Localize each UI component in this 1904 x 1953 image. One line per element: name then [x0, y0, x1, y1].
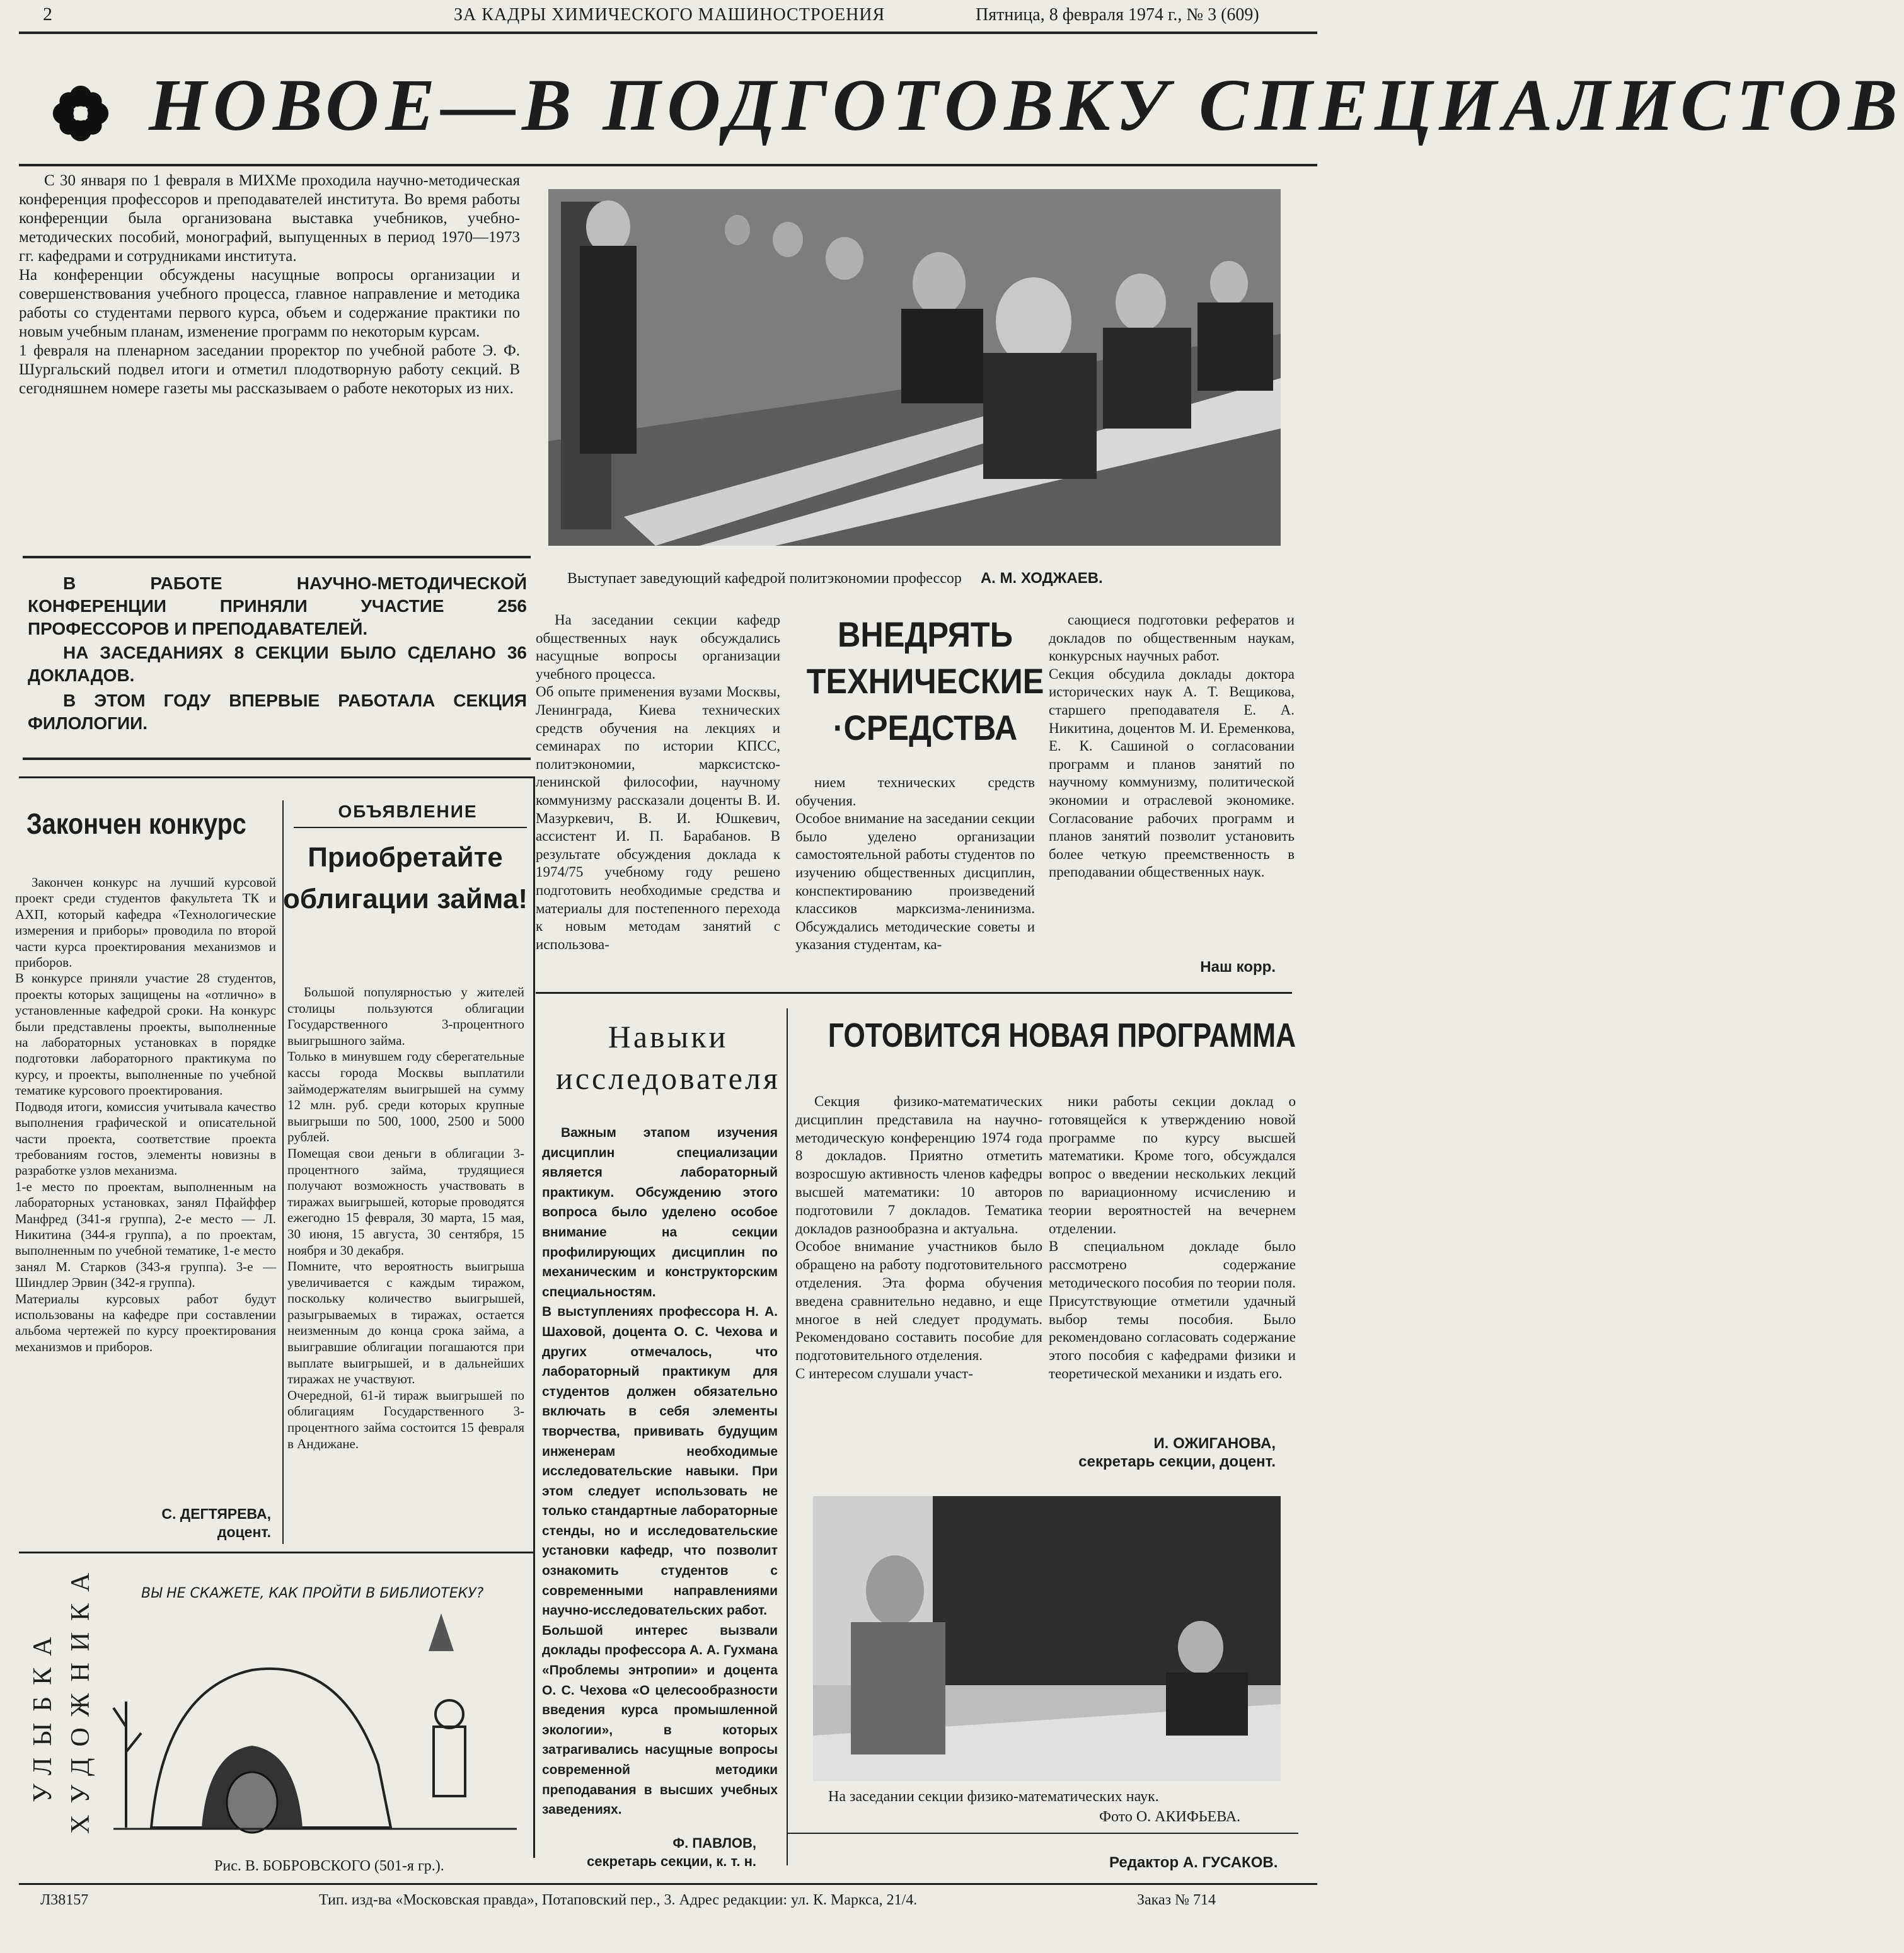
footer-order: Заказ № 714: [1137, 1892, 1216, 1908]
stats-line-1: В РАБОТЕ НАУЧНО-МЕТОДИЧЕСКОЙ КОНФЕРЕНЦИИ ПРИНЯЛИ УЧАСТИЕ 256 ПРОФЕССОРОВ И ПРЕПОДАВАТЕЛЕЙ.: [28, 573, 527, 638]
newspaper-name: ЗА КАДРЫ ХИМИЧЕСКОГО МАШИНОСТРОЕНИЯ: [454, 5, 886, 25]
photo2-bottom-rule: [788, 1833, 1298, 1834]
photo1-caption-name: А. М. ХОДЖАЕВ.: [980, 570, 1103, 587]
page-number: 2: [43, 4, 52, 25]
footer-code: Л38157: [40, 1892, 89, 1908]
column-rule-left: [533, 776, 535, 1858]
contest-sign: С. ДЕГТЯРЕВА, доцент.: [161, 1506, 271, 1540]
stats-line-2: НА ЗАСЕДАНИЯХ 8 СЕКЦИИ БЫЛО СДЕЛАНО 36 ДОКЛАДОВ.: [28, 643, 527, 685]
bonds-text: Большой популярностью у жителей столицы пользуются облигации Государственного 3-процентного выигрышного займа. Только в минувшем году сберегательные кассы города Москвы выплатили займодержателям выигрышей на сумму 12 млн. руб. среди которых крупные выигрыши по 500, 1000, 2500 и 5000 рублей. Помещая свои деньги в облигации 3-процентного займа, трудящиеся получают возможность участвовать в тиражах выигрышей, которые проводятся ежегодно 15 февраля, 30 марта, 15 мая, 30 июня, 15 августа, 30 сентября, 15 ноября и 30 декабря. Помните, что вероятность выигрыша увеличивается с каждым тиражом, поскольку количество выигрышей, разыгрываемых в тиражах, остается неизменным до конца срока займа, а выигравшие облигации погашаются при выплате выигрышей, и в дальнейших тиражах не участвуют. Очередной, 61-й тираж выигрышей по облигациям Государственного 3-процентного займа состоится 15 февраля в Андижане.: [287, 984, 524, 1451]
photo2-credit: Фото О. АКИФЬЕВА.: [1099, 1809, 1241, 1825]
research-text: Важным этапом изучения дисциплин специализации является лабораторный практикум. Обсуждению этого вопроса было уделено особое внимание на секции профилирующих дисциплин по механическим и конструкторским специальностям. В выступлениях профессора Н. А. Шаховой, доцента О. С. Чехова и других отмечалось, что лабораторный практикум для студентов должен обязательно включать в себя элементы творчества, прививать будущим инженерам необходимые исследовательские навыки. При этом следует использовать не только стандартные лабораторные стенды, но и исследовательские установки кафедр, что позволит ознакомить студентов с современными направлениями научно-исследовательских работ. Большой интерес вызвали доклады профессора А. А. Гухмана «Проблемы энтропии» и доцента О. С. Чехова «О целесообразности введения курса промышленной экологии», в которых затрагивались насущные вопросы современной методики преподавания в высших учебных заведениях.: [542, 1126, 778, 1818]
program-title: ГОТОВИТСЯ НОВАЯ ПРОГРАММА: [828, 1017, 1296, 1054]
flower-icon: [50, 83, 111, 144]
tech-article-col3: сающиеся подготовки рефератов и докладов по общественным наукам, конкурсных научных работ. Секция обсудила доклады доктора исторических наук А. Т. Вещикова, старшего преподавателя Е. А. Никитина, доцентов М. И. Еременкова, Е. К. Сашиной о согласовании программ и планов занятий по научному коммунизму, политической экономии и отраслевой экономике. Согласование рабочих программ и планов занятий позволит установить более четкую преемственность в преподавании общественных наук.: [1049, 612, 1295, 880]
lead-article: С 30 января по 1 февраля в МИХМе проходила научно-методическая конференция профессоров и преподавателей института. Во время работы конференции была организована выставка учебников, учебно-методических пособий, монографий, выпущенных в период 1970—1973 гг. кафедрами и сотрудниками института. На конференции обсуждены насущные вопросы организации и совершенствования учебного процесса, главное направление и методика работы со студентами первого курса, объем и содержание практики по новым учебным планам, изменение программ по некоторым курсам. 1 февраля на пленарном заседании проректор по учебной работе Э. Ф. Шургальский подвел итоги и отметил плодотворную работу секций. В сегодняшнем номере газеты мы рассказываем о работе некоторых из них.: [19, 172, 520, 397]
cartoon-caption: Рис. В. БОБРОВСКОГО (501-я гр.).: [214, 1858, 444, 1874]
program-col2: ники работы секции доклад о готовящейся к утверждению новой программе по курсу высшей математики. Кроме того, обсуждался вопрос о введении нескольких лекций по вариационному исчислению и теории вероятностей на вечернем отделении. В специальном докладе было рассмотрено содержание методического пособия по теории поля. Присутствующие отметили удачный выбор темы пособия. Было рекомендовано согласовать содержание этого пособия с кафедрами физики и теоретической механики и издать его.: [1049, 1093, 1296, 1381]
tech-article-col1: На заседании секции кафедр общественных наук обсуждались насущные вопросы организации учебного процесса. Об опыте применения вузами Москвы, Ленинграда, Киева технических средств обучения на лекциях и семинарах по истории КПСС, политэкономии, марксистско-ленинской философии, научному коммунизму рассказали доценты В. И. Мазуркевич, В. И. Юшкевич, ассистент И. П. Барабанов. В результате обсуждения доклада к 1974/75 учебному году решено подготовить необходимые средства и материалы для постепенного перехода к новым методам занятий с использова-: [536, 612, 780, 952]
tech-article-sign: Наш корр.: [1200, 959, 1276, 976]
cartoon-speech: ВЫ НЕ СКАЖЕТЕ, КАК ПРОЙТИ В БИБЛИОТЕКУ?: [141, 1586, 484, 1601]
bonds-title: Приобретайте облигации займа!: [282, 842, 528, 914]
tech-article-title: ВНЕДРЯТЬ ТЕХНИЧЕСКИЕ ·СРЕДСТВА: [806, 614, 1044, 747]
editor: Редактор А. ГУСАКОВ.: [1109, 1854, 1278, 1871]
bonds-kicker-rule: [294, 827, 527, 828]
cartoon-vertical-title-1: УЛЫБКА: [28, 1625, 57, 1802]
tech-article-col2: нием технических средств обучения. Особое внимание на заседании секции было уделено организации самостоятельной работы студентов по изучению общественных дисциплин, конспектированию произведений классиков марксизма-ленинизма. Обсуждались методические советы и указания студентам, ка-: [795, 775, 1035, 953]
photo1-caption-text: Выступает заведующий кафедрой политэкономии профессор: [567, 570, 962, 587]
cartoon-vertical-title-2: ХУДОЖНИКА: [66, 1561, 95, 1834]
cartoon-top-rule: [19, 1552, 533, 1553]
lecture-hall-photo: [548, 189, 1281, 546]
math-section-photo: [813, 1496, 1281, 1781]
contest-title: Закончен конкурс: [26, 807, 246, 840]
program-sign: И. ОЖИГАНОВА, секретарь секции, доцент.: [1078, 1435, 1276, 1470]
research-rule: [787, 1008, 788, 1865]
program-col1: Секция физико-математических дисциплин представила на научно-методическую конференцию 1974 года 8 докладов. Приятно отметить возросшую активность членов кафедры высшей математики: 10 авторов подготовили 7 докладов. Тематика докладов разнообразна и актуальна. Особое внимание участников было обращено на работу подготовительного отделения. Эта форма обучения введена сравнительно недавно, и еще многое в ней следует продумать. Рекомендовано составить пособие для подготовительного отделения. С интересом слушали участ-: [795, 1093, 1042, 1381]
footer-rule: [19, 1883, 1317, 1885]
tech-article-bottom-rule: [536, 992, 1292, 994]
issue-date: Пятница, 8 февраля 1974 г., № 3 (609): [976, 5, 1259, 25]
photo2-caption: На заседании секции физико-математических наук.: [828, 1789, 1159, 1805]
column-rule-left-top: [19, 776, 534, 778]
stats-line-3: В ЭТОМ ГОДУ ВПЕРВЫЕ РАБОТАЛА СЕКЦИЯ ФИЛОЛОГИИ.: [28, 691, 527, 733]
footer-printer: Тип. изд-ва «Московская правда», Потаповский пер., 3. Адрес редакции: ул. К. Маркса, 21/4.: [319, 1892, 918, 1908]
research-title: Навыки исследователя: [556, 1019, 780, 1096]
bonds-kicker: ОБЪЯВЛЕНИЕ: [338, 802, 478, 821]
headline-rule: [19, 164, 1317, 166]
contest-text: Закончен конкурс на лучший курсовой проект среди студентов факультета ТК и АХП, который кафедра «Технологические измерения и приборы» проводила по второй части курса проектирования механизмов и приборов. В конкурсе приняли участие 28 студентов, проекты которых защищены на «отлично» в установленные кафедрой сроки. На конкурс были представлены проекты, выполненные на лабораторных установках в порядке подготовки лабораторного практикума по курсу, и проекты, выполненные по учебной тематике курсового проектирования. Подводя итоги, комиссия учитывала качество выполнения графической и описательной части проекта, соответствие проекта требованиям гостов, элементы новизны в разработке узлов механизма. 1-е место по проектам, выполненным на лабораторных установках, занял Пфайффер Манфред (341-я группа), 2-е место — Л. Никитина (344-я группа), а по проектам, выполненным по учебной тематике, 1-е место занял М. Старков (343-я группа). 3-е — Шиндлер Эрвин (342-я группа). Материалы курсовых работ будут использованы на кафедре при составлении альбома чертежей по курсу проектирования механизмов и приборов.: [15, 875, 276, 1354]
main-headline: НОВОЕ—В ПОДГОТОВКУ СПЕЦИАЛИСТОВ: [149, 64, 1904, 146]
research-sign: Ф. ПАВЛОВ, секретарь секции, к. т. н.: [587, 1835, 756, 1869]
photo1-caption: [567, 570, 1103, 587]
header-rule: [19, 32, 1317, 34]
cartoon-drawing: [113, 1601, 517, 1850]
